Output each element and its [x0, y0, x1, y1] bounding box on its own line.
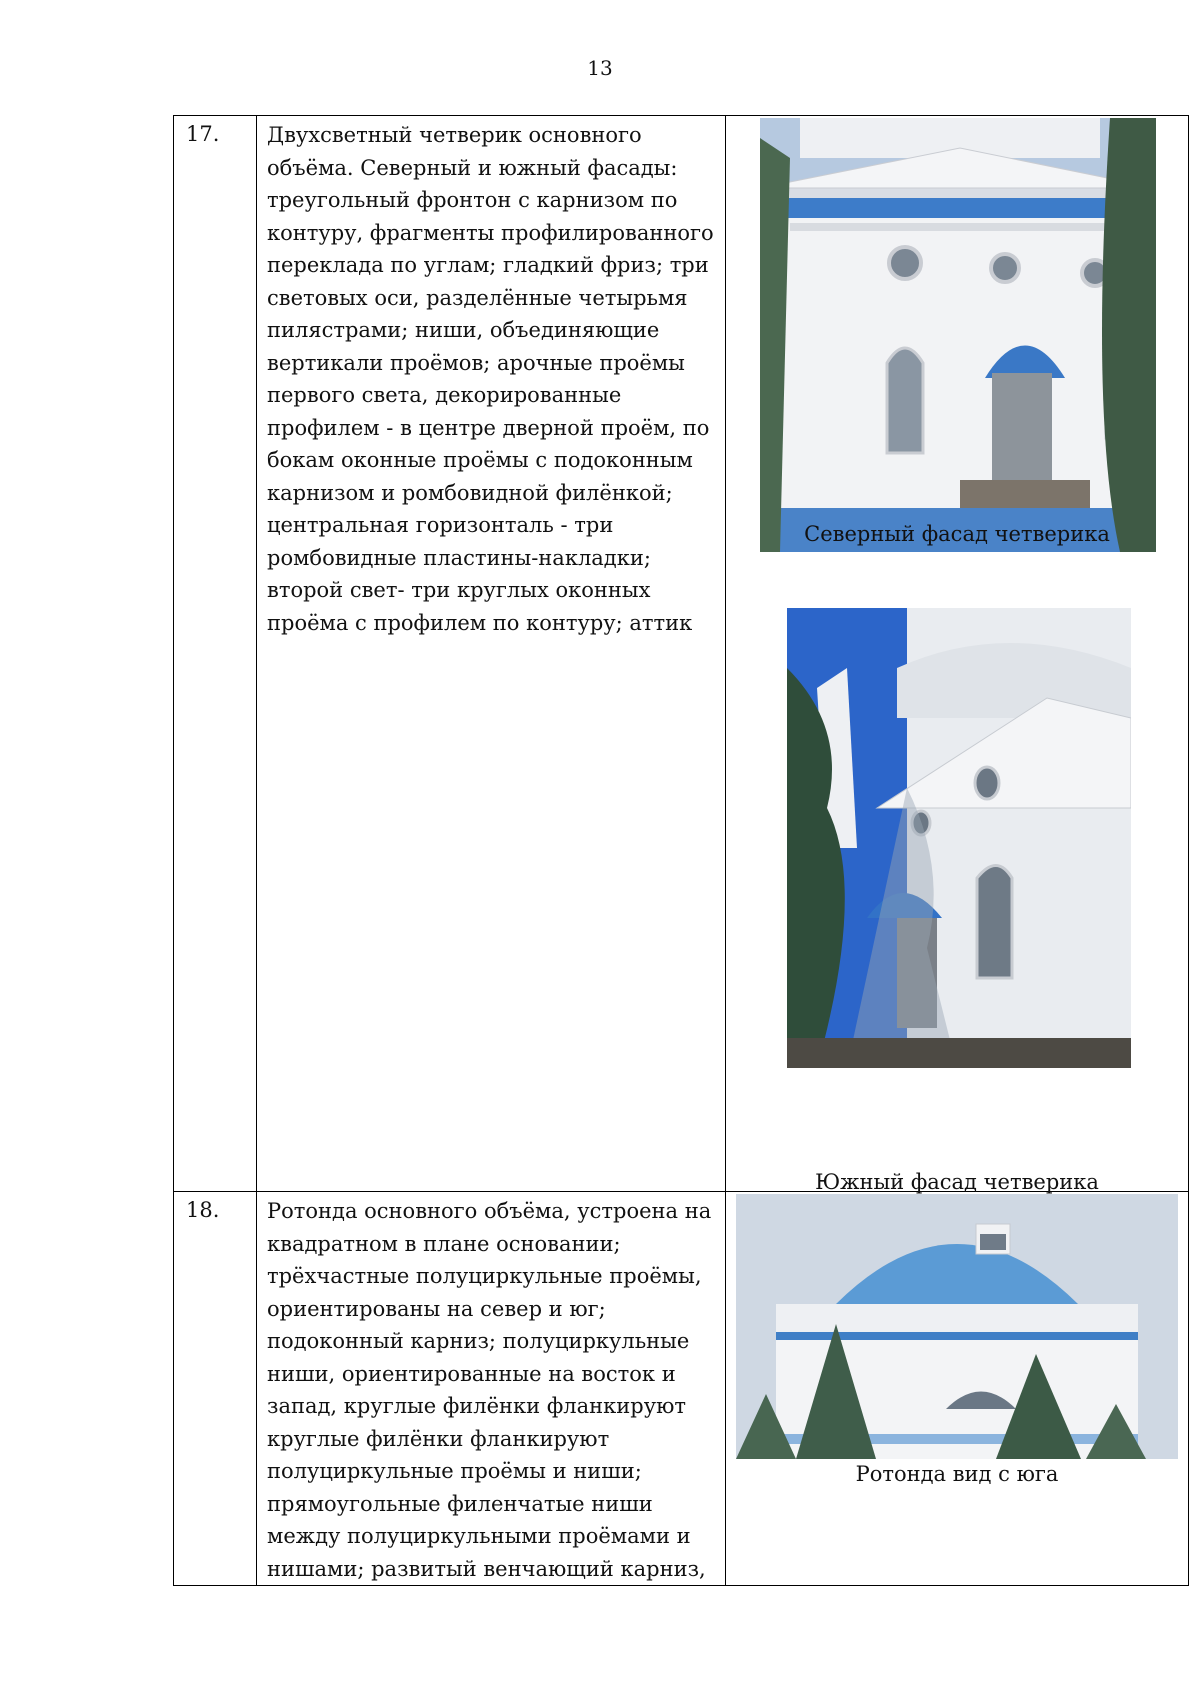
- table-row: [174, 116, 1189, 1192]
- table-row: [174, 1192, 1189, 1586]
- south-facade-image: [787, 608, 1131, 1068]
- photo-north-facade: [726, 118, 1200, 552]
- page-number: 13: [587, 56, 613, 80]
- row-number: 17.: [174, 116, 257, 1192]
- caption-rotunda: Ротонда вид с юга: [855, 1462, 1059, 1486]
- photo-cell: [726, 1192, 1189, 1586]
- north-facade-image: [760, 118, 1156, 552]
- caption-north-facade: Северный фасад четверика: [804, 522, 1110, 546]
- rotunda-image: [736, 1194, 1178, 1459]
- description-table: [173, 115, 1189, 1586]
- row-number: 18.: [174, 1192, 257, 1586]
- caption-south-facade: Южный фасад четверика: [815, 1170, 1099, 1194]
- row-description: Ротонда основного объёма, устроена на квадратном в плане основании; трёхчастные полуциркульные проёмы, ориентированы на север и юг; подоконный карниз; полуциркульные ниши, ориентированные на восток и запад, круглые филёнки фланкируют круглые филёнки фланкируют полуциркульные проёмы и ниши; прямоугольные филенчатые ниши между полуциркульными проёмами и нишами; развитый венчающий карниз,: [257, 1192, 726, 1586]
- photo-cell: [726, 116, 1189, 1192]
- photo-rotunda: [726, 1194, 1198, 1459]
- row-description: Двухсветный четверик основного объёма. Северный и южный фасады: треугольный фронтон с карнизом по контуру, фрагменты профилированного переклада по углам; гладкий фриз; три световых оси, разделённые четырьмя пилястрами; ниши, объединяющие вертикали проёмов; арочные проёмы первого света, декорированные профилем - в центре дверной проём, по бокам оконные проёмы с подоконным карнизом и ромбовидной филёнкой; центральная горизонталь - три ромбовидные пластины-накладки; второй свет- три круглых оконных проёма с профилем по контуру; аттик: [257, 116, 726, 1192]
- photo-south-facade: [726, 608, 1200, 1068]
